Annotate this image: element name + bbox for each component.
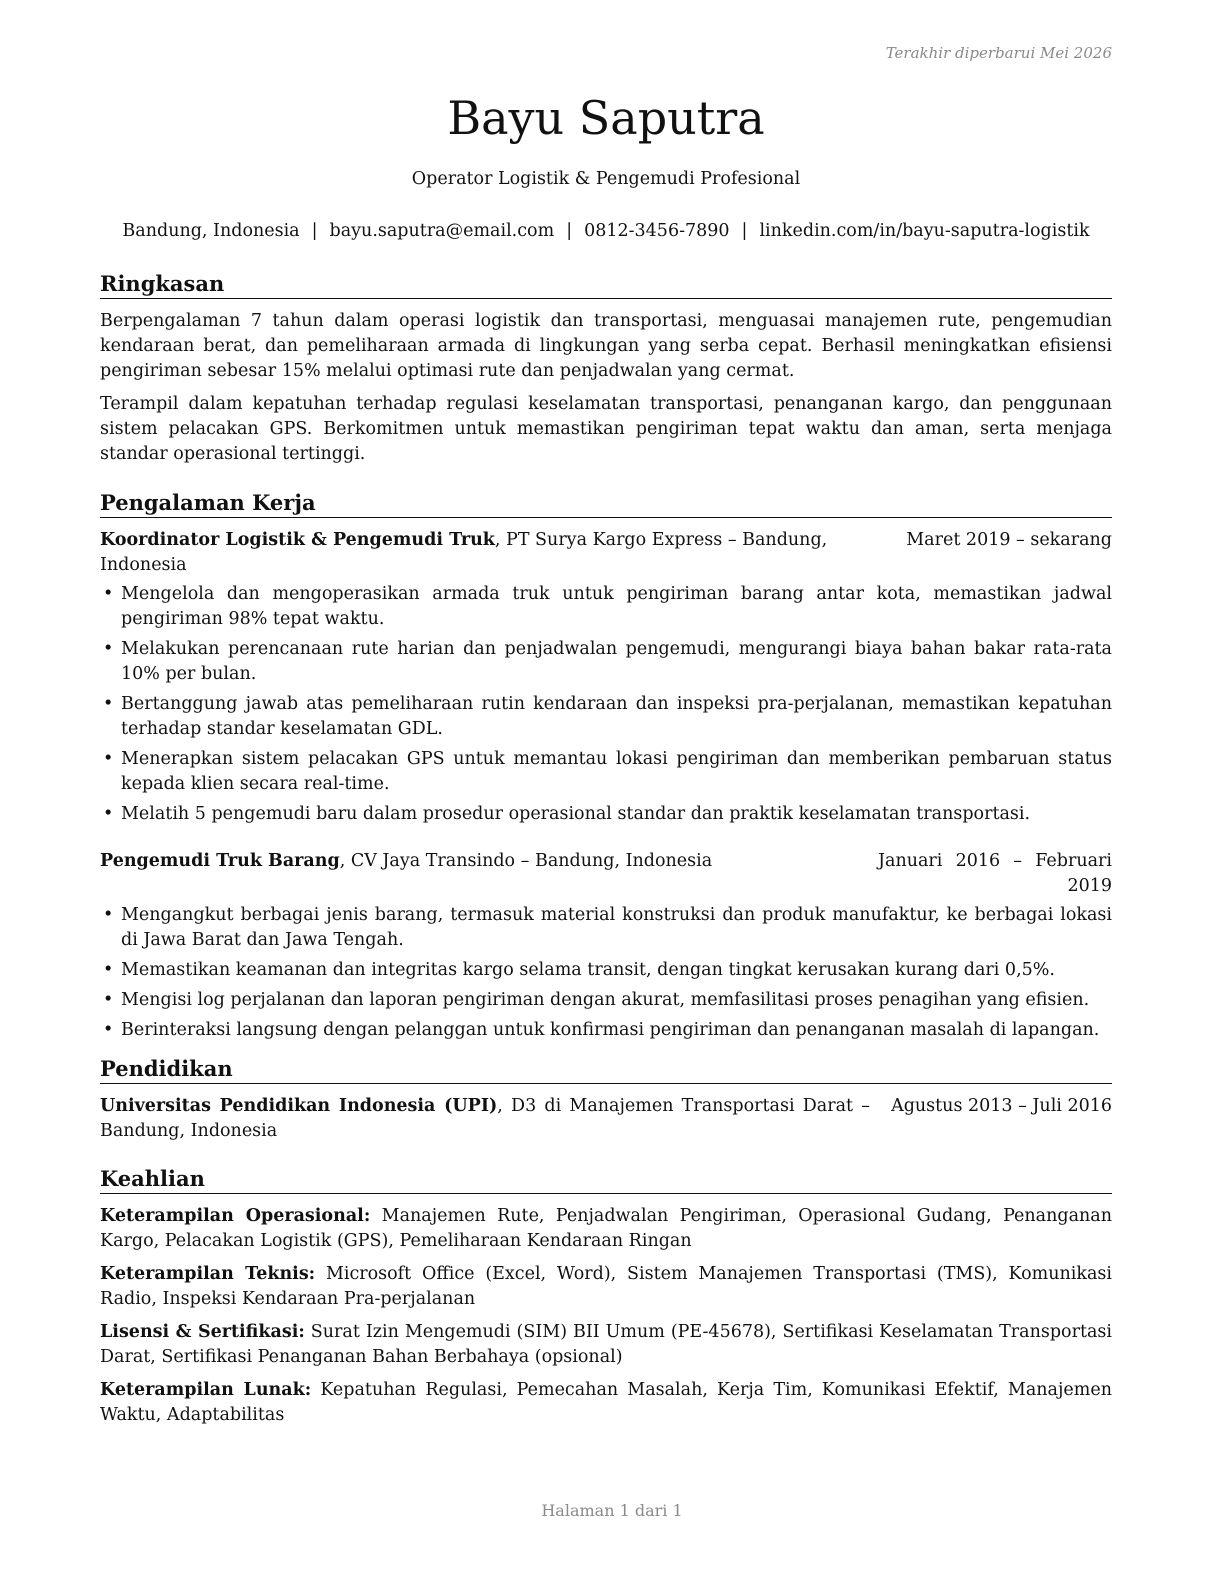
section-title-skills: Keahlian — [100, 1165, 1112, 1194]
contact-separator: | — [566, 221, 573, 241]
candidate-name: Bayu Saputra — [447, 91, 765, 145]
job-title-line — [100, 528, 906, 578]
section-title-experience: Pengalaman Kerja — [100, 489, 1112, 518]
job-role: Pengemudi Truk Barang — [100, 851, 340, 871]
skill-value: Kepatuhan Regulasi, Pemecahan Masalah, Kerja Tim, Komunikasi Efektif, Manajemen Waktu, Adaptabilitas — [100, 1380, 1112, 1425]
section-title-summary: Ringkasan — [100, 270, 1112, 299]
skill-value: Manajemen Rute, Penjadwalan Pengiriman, Operasional Gudang, Penanganan Kargo, Pelacakan Logistik (GPS), Pemeliharaan Kendaraan Ringan — [100, 1206, 1112, 1251]
education-dates: Agustus 2013 – Juli 2016 — [891, 1096, 1112, 1116]
list-item — [100, 637, 1112, 687]
job-bullets — [100, 903, 1112, 1043]
skill-value: Microsoft Office (Excel, Word), Sistem Manajemen Transportasi (TMS), Komunikasi Radio, Inspeksi Kendaraan Pra-perjalanan — [100, 1264, 1112, 1309]
list-item — [100, 747, 1112, 797]
list-item-text: Melakukan perencanaan rute harian dan penjadwalan pengemudi, mengurangi biaya bahan bakar rata-rata 10% per bulan. — [121, 639, 1112, 684]
list-item-text: Melatih 5 pengemudi baru dalam prosedur operasional standar dan praktik keselamatan transportasi. — [121, 804, 1031, 824]
job-entry — [100, 528, 1112, 827]
skill-label: Lisensi & Sertifikasi: — [100, 1322, 305, 1342]
contact-location: Bandung, Indonesia — [122, 221, 300, 241]
job-company: , CV Jaya Transindo – Bandung, Indonesia — [339, 851, 713, 871]
summary-paragraph: Berpengalaman 7 tahun dalam operasi logistik dan transportasi, menguasai manajemen rute, pengemudian kendaraan berat, dan pemeliharaan armada di lingkungan yang serba cepat. Berhasil meningkatkan efisiensi pengiriman sebesar 15% melalui optimasi rute dan penjadwalan yang cermat. — [100, 311, 1112, 381]
bullet-icon: • — [103, 694, 114, 714]
bullet-icon: • — [103, 905, 114, 925]
bullet-icon: • — [103, 584, 114, 604]
job-header — [100, 528, 1112, 578]
list-item-text: Bertanggung jawab atas pemeliharaan rutin kendaraan dan inspeksi pra-perjalanan, memastikan kepatuhan terhadap standar keselamatan GDL. — [121, 694, 1112, 739]
list-item — [100, 988, 1112, 1013]
summary-section — [100, 270, 1112, 475]
bullet-icon: • — [103, 749, 114, 769]
education-detail: , D3 di Manajemen Transportasi Darat – Bandung, Indonesia — [100, 1096, 870, 1141]
candidate-tagline: Operator Logistik & Pengemudi Profesional — [411, 169, 801, 189]
contact-linkedin[interactable]: linkedin.com/in/bayu-saputra-logistik — [759, 221, 1090, 241]
list-item-text: Mengelola dan mengoperasikan armada truk untuk pengiriman barang antar kota, memastikan jadwal pengiriman 98% tepat waktu. — [121, 584, 1112, 629]
list-item — [100, 1018, 1112, 1043]
job-dates: Maret 2019 – sekarang — [906, 530, 1112, 550]
list-item-text: Memastikan keamanan dan integritas kargo selama transit, dengan tingkat kerusakan kurang dari 0,5%. — [121, 960, 1055, 980]
list-item-text: Mengisi log perjalanan dan laporan pengiriman dengan akurat, memfasilitasi proses penagihan yang efisien. — [121, 990, 1090, 1010]
contact-separator: | — [741, 221, 748, 241]
contact-phone[interactable]: 0812-3456-7890 — [584, 221, 730, 241]
bullet-icon: • — [103, 1020, 114, 1040]
skill-group — [100, 1320, 1112, 1370]
skills-section — [100, 1165, 1112, 1436]
list-item-text: Berinteraksi langsung dengan pelanggan untuk konfirmasi pengiriman dan penanganan masalah di lapangan. — [121, 1020, 1100, 1040]
job-bullets — [100, 582, 1112, 827]
skill-value: Surat Izin Mengemudi (SIM) BII Umum (PE-45678), Sertifikasi Keselamatan Transportasi Darat, Sertifikasi Penanganan Bahan Berbahaya (opsional) — [100, 1322, 1112, 1367]
skill-label: Keterampilan Lunak: — [100, 1380, 312, 1400]
skill-group — [100, 1204, 1112, 1254]
skill-label: Keterampilan Teknis: — [100, 1264, 316, 1284]
contact-email[interactable]: bayu.saputra@email.com — [329, 221, 555, 241]
list-item — [100, 958, 1112, 983]
bullet-icon: • — [103, 804, 114, 824]
job-title-line — [100, 849, 878, 899]
list-item-text: Menerapkan sistem pelacakan GPS untuk memantau lokasi pengiriman dan memberikan pembaruan status kepada klien secara real-time. — [121, 749, 1112, 794]
job-dates: Januari 2016 – Februari 2019 — [878, 851, 1112, 896]
section-title-education: Pendidikan — [100, 1055, 1112, 1084]
job-entry — [100, 849, 1112, 1043]
resume-page — [100, 0, 1112, 1584]
experience-section — [100, 489, 1112, 1048]
education-section — [100, 1055, 1112, 1144]
bullet-icon: • — [103, 639, 114, 659]
list-item — [100, 582, 1112, 632]
education-title-line — [100, 1094, 870, 1144]
skill-group — [100, 1262, 1112, 1312]
job-company: , PT Surya Kargo Express – Bandung, Indonesia — [100, 530, 828, 575]
page-number: Halaman 1 dari 1 — [541, 1501, 683, 1520]
last-updated: Terakhir diperbarui Mei 2026 — [885, 44, 1112, 62]
summary-paragraph: Terampil dalam kepatuhan terhadap regulasi keselamatan transportasi, penanganan kargo, dan penggunaan sistem pelacakan GPS. Berkomitmen untuk memastikan pengiriman tepat waktu dan aman, serta menjaga standar operasional tertinggi. — [100, 394, 1112, 464]
skill-group — [100, 1378, 1112, 1428]
job-role: Koordinator Logistik & Pengemudi Truk — [100, 530, 495, 550]
list-item — [100, 802, 1112, 827]
job-header — [100, 849, 1112, 899]
contact-separator: | — [311, 221, 318, 241]
education-institution: Universitas Pendidikan Indonesia (UPI) — [100, 1096, 498, 1116]
contact-line — [100, 219, 1112, 243]
list-item — [100, 903, 1112, 953]
bullet-icon: • — [103, 990, 114, 1010]
list-item-text: Mengangkut berbagai jenis barang, termasuk material konstruksi dan produk manufaktur, ke berbagai lokasi di Jawa Barat dan Jawa Tengah. — [121, 905, 1112, 950]
bullet-icon: • — [103, 960, 114, 980]
skill-label: Keterampilan Operasional: — [100, 1206, 371, 1226]
list-item — [100, 692, 1112, 742]
education-entry — [100, 1094, 1112, 1144]
